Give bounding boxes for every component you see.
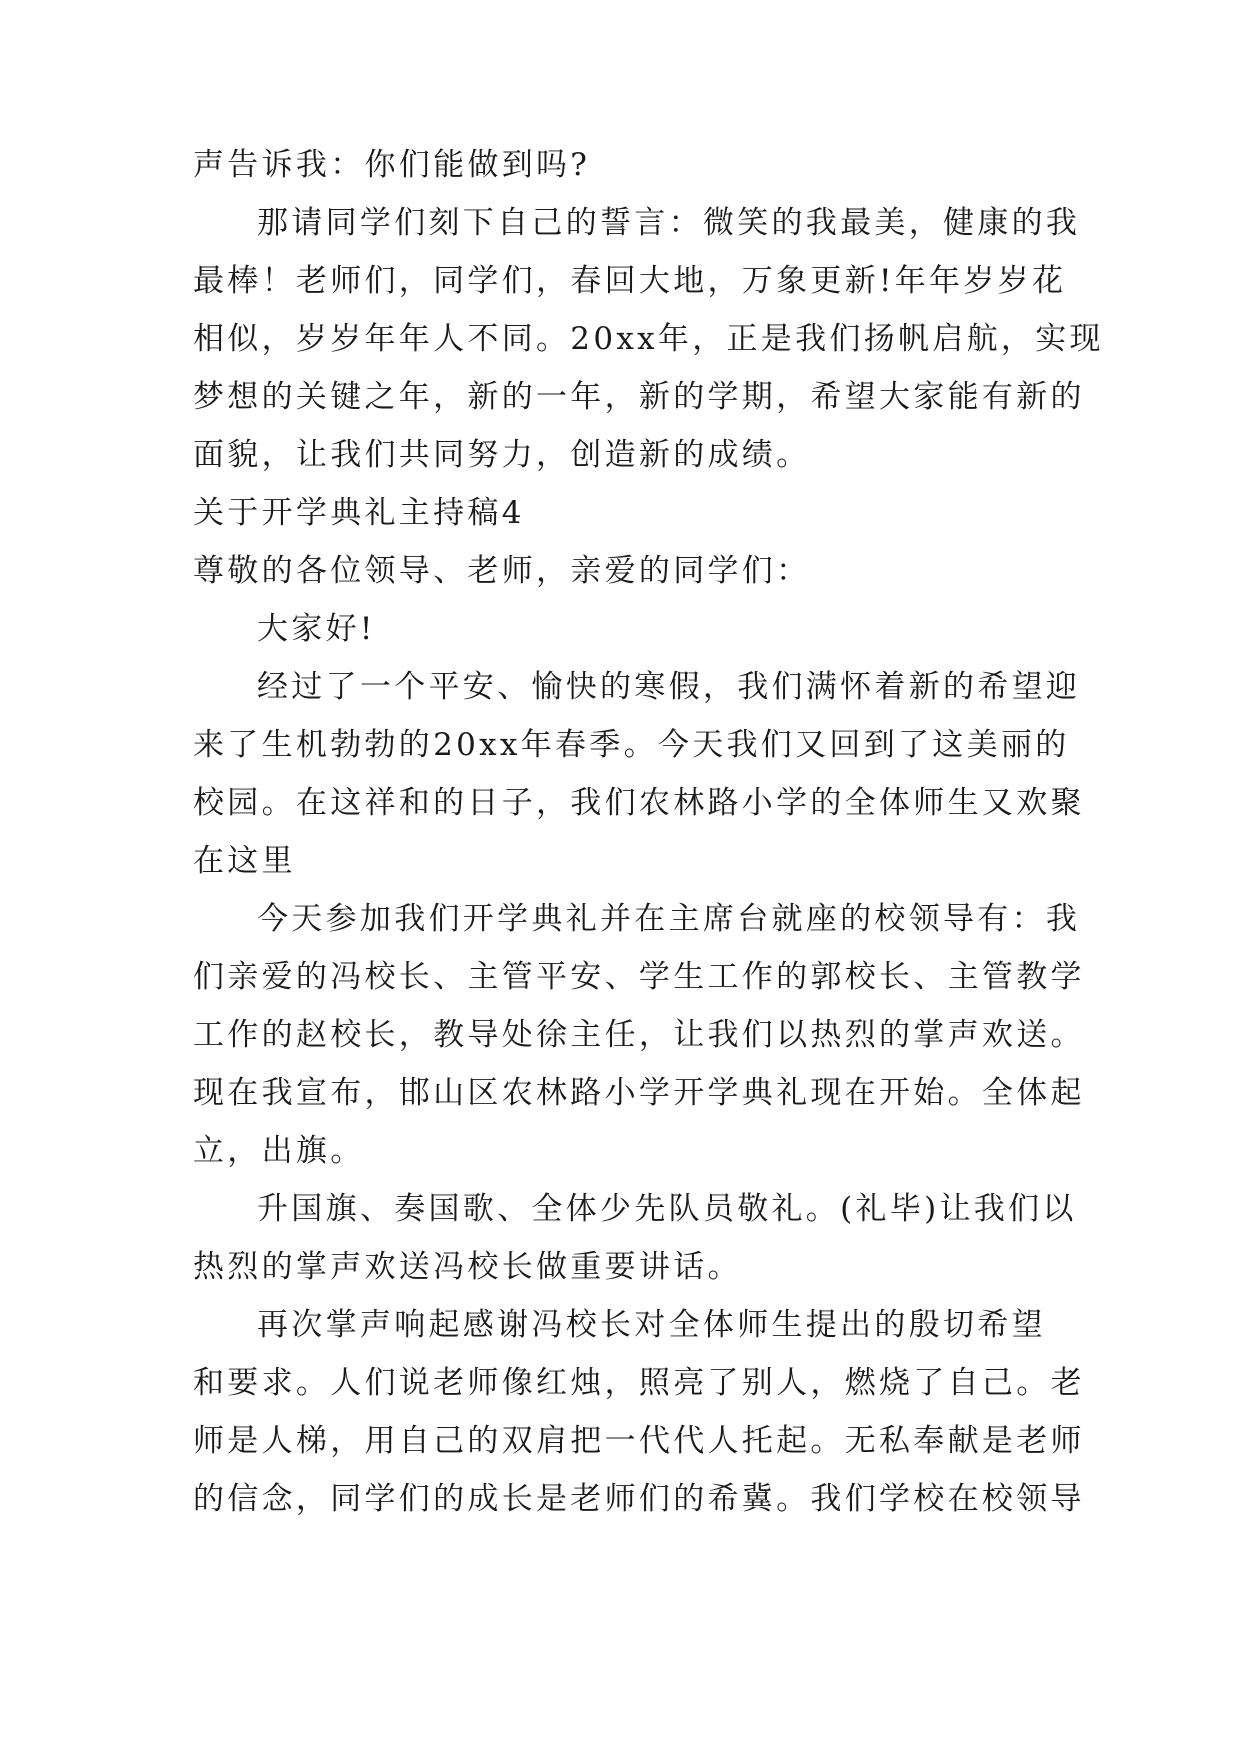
salutation: 尊敬的各位领导、老师，亲爱的同学们： xyxy=(193,553,811,589)
text-line-23: 师是人梯，用自己的双肩把一代代人托起。无私奉献是老师 xyxy=(193,1423,1085,1459)
text-line-5: 梦想的关键之年，新的一年，新的学期，希望大家能有新的 xyxy=(193,379,1085,415)
text-line-15: 们亲爱的冯校长、主管平安、学生工作的郭校长、主管教学 xyxy=(193,959,1085,995)
text-line-22: 和要求。人们说老师像红烛，照亮了别人，燃烧了自己。老 xyxy=(193,1365,1085,1401)
text-line-18: 立，出旗。 xyxy=(193,1133,365,1169)
text-line-11: 来了生机勃勃的20xx年春季。今天我们又回到了这美丽的 xyxy=(193,727,1070,763)
text-line-16: 工作的赵校长，教导处徐主任，让我们以热烈的掌声欢送。 xyxy=(193,1017,1085,1053)
text-line-13: 在这里 xyxy=(193,843,296,879)
text-line-21: 再次掌声响起感谢冯校长对全体师生提出的殷切希望 xyxy=(257,1307,1046,1343)
text-line-12: 校园。在这祥和的日子，我们农林路小学的全体师生又欢聚 xyxy=(193,785,1085,821)
text-line-6: 面貌，让我们共同努力，创造新的成绩。 xyxy=(193,437,811,473)
text-line-4: 相似，岁岁年年人不同。20xx年，正是我们扬帆启航，实现 xyxy=(193,321,1104,357)
text-line-19: 升国旗、奏国歌、全体少先队员敬礼。(礼毕)让我们以 xyxy=(257,1191,1077,1227)
text-line-1: 声告诉我：你们能做到吗? xyxy=(193,147,591,183)
text-line-17: 现在我宣布，邯山区农林路小学开学典礼现在开始。全体起 xyxy=(193,1075,1085,1111)
section-heading: 关于开学典礼主持稿4 xyxy=(193,495,525,531)
text-line-2: 那请同学们刻下自己的誓言：微笑的我最美，健康的我 xyxy=(257,205,1081,241)
text-line-24: 的信念，同学们的成长是老师们的希冀。我们学校在校领导 xyxy=(193,1481,1085,1517)
text-line-3: 最棒！老师们，同学们，春回大地，万象更新!年年岁岁花 xyxy=(193,263,1067,299)
text-line-10: 经过了一个平安、愉快的寒假，我们满怀着新的希望迎 xyxy=(257,669,1081,705)
text-line-14: 今天参加我们开学典礼并在主席台就座的校领导有：我 xyxy=(257,901,1081,937)
text-line-20: 热烈的掌声欢送冯校长做重要讲话。 xyxy=(193,1249,742,1285)
greeting: 大家好! xyxy=(257,611,376,647)
